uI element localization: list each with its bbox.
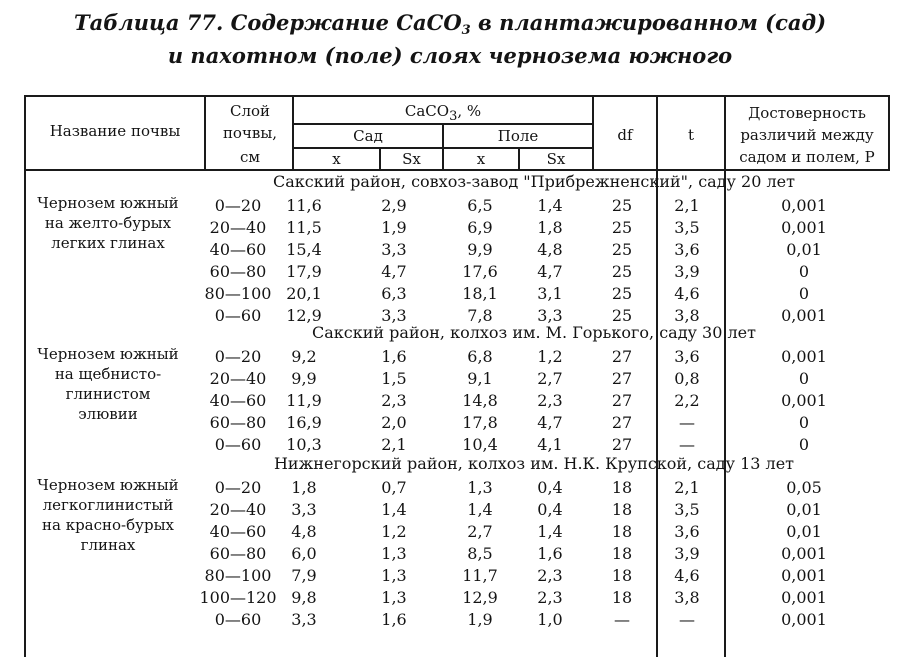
table-cell: 7,8 (467, 306, 493, 325)
table-cell: 0 (798, 284, 810, 303)
table-cell: 1,4 (467, 500, 493, 519)
table-cell: 27 (611, 391, 633, 410)
table-cell: 27 (611, 369, 633, 388)
table-cell: 0,001 (781, 218, 827, 237)
table-cell: 3,5 (674, 500, 700, 519)
table-cell: 4,1 (537, 435, 563, 454)
table-right-border (888, 95, 890, 171)
table-row (24, 195, 890, 217)
table-row (24, 499, 890, 521)
table-cell: 3,5 (674, 218, 700, 237)
table-row (24, 412, 890, 434)
table-cell: 3,3 (381, 306, 407, 325)
table-cell: 1,3 (467, 478, 493, 497)
table-cell: 11,7 (462, 566, 498, 585)
table-cell: 18 (611, 478, 633, 497)
table-cell: 9,9 (467, 240, 493, 259)
caco3-header-rule (294, 123, 594, 125)
table-cell: 40—60 (209, 391, 267, 410)
table-cell: 3,6 (674, 347, 700, 366)
table-cell: 4,7 (381, 262, 407, 281)
table-row (24, 609, 890, 631)
table-cell: 0,01 (786, 522, 822, 541)
table-cell: 0—60 (214, 435, 262, 454)
header-df: df (617, 126, 633, 144)
table-cell: 25 (611, 262, 633, 281)
table-cell: 11,6 (286, 196, 322, 215)
header-garden-sx: Sx (402, 150, 421, 168)
table-cell: 2,9 (381, 196, 407, 215)
table-cell: 18 (611, 500, 633, 519)
soil-column-rule (204, 95, 206, 171)
table-row (24, 368, 890, 390)
table-row (24, 346, 890, 368)
table-cell: 80—100 (204, 566, 272, 585)
table-cell: 0,7 (381, 478, 407, 497)
soil-name-line: на щебнисто- (54, 365, 162, 383)
table-row (24, 477, 890, 499)
table-cell: 9,9 (291, 369, 317, 388)
table-cell: 4,7 (537, 413, 563, 432)
table-cell: 3,8 (674, 306, 700, 325)
table-cell: 3,3 (381, 240, 407, 259)
table-cell: 6,9 (467, 218, 493, 237)
header-field: Поле (497, 127, 539, 145)
table-cell: 17,9 (286, 262, 322, 281)
table-cell: 25 (611, 196, 633, 215)
table-cell: 10,3 (286, 435, 322, 454)
table-cell: 2,3 (381, 391, 407, 410)
table-cell: 20—40 (209, 369, 267, 388)
table-cell: 2,7 (467, 522, 493, 541)
table-cell: 4,6 (674, 566, 700, 585)
table-cell: 0,001 (781, 306, 827, 325)
table-cell: 18 (611, 588, 633, 607)
table-cell: 2,3 (537, 566, 563, 585)
table-cell: 2,1 (381, 435, 407, 454)
table-cell: 60—80 (209, 262, 267, 281)
header-layer-2: почвы, (222, 124, 278, 142)
table-cell: 3,1 (537, 284, 563, 303)
table-cell: 7,9 (291, 566, 317, 585)
table-cell: 10,4 (462, 435, 498, 454)
table-cell: 1,6 (381, 610, 407, 629)
caco3-table (24, 95, 890, 657)
table-row (24, 521, 890, 543)
table-cell: 25 (611, 240, 633, 259)
header-reliability-1: Достоверность (748, 104, 866, 122)
section-title: Сакский район, совхоз-завод "Прибрежненский", саду 20 лет (273, 172, 795, 191)
table-cell: 2,7 (537, 369, 563, 388)
table-cell: 6,5 (467, 196, 493, 215)
table-cell: 2,0 (381, 413, 407, 432)
table-cell: 25 (611, 284, 633, 303)
table-cell: 0—20 (214, 347, 262, 366)
header-reliability-2: различий между (740, 126, 874, 144)
table-cell: 1,6 (381, 347, 407, 366)
table-row (24, 217, 890, 239)
table-cell: 0 (798, 413, 810, 432)
table-row (24, 434, 890, 456)
table-cell: 1,0 (537, 610, 563, 629)
header-t: t (687, 126, 695, 144)
table-cell: 1,5 (381, 369, 407, 388)
table-cell: 0,05 (786, 478, 822, 497)
table-cell: 15,4 (286, 240, 322, 259)
table-cell: 4,8 (291, 522, 317, 541)
table-title-line-1: Таблица 77. Содержание CaCO$_3$ в плантажированном (сад) (73, 10, 827, 38)
soil-name-line: элювии (78, 405, 138, 423)
table-cell: 27 (611, 413, 633, 432)
table-cell: 3,8 (674, 588, 700, 607)
table-cell: 1,6 (537, 544, 563, 563)
table-cell: 0,4 (537, 500, 563, 519)
table-cell: 60—80 (209, 544, 267, 563)
table-cell: 0—60 (214, 306, 262, 325)
table-top-border (24, 95, 890, 97)
table-cell: 27 (611, 347, 633, 366)
table-row (24, 261, 890, 283)
table-title-line-2: и пахотном (поле) слоях чернозема южного (167, 43, 733, 68)
table-cell: 2,1 (674, 478, 700, 497)
table-cell: 17,8 (462, 413, 498, 432)
table-cell: 0—60 (214, 610, 262, 629)
table-cell: 0,8 (674, 369, 700, 388)
section-title: Сакский район, колхоз им. М. Горького, саду 30 лет (312, 323, 756, 342)
table-cell: — (679, 435, 695, 454)
table-cell: 0,001 (781, 391, 827, 410)
table-cell: 2,1 (674, 196, 700, 215)
table-cell: 9,8 (291, 588, 317, 607)
header-layer-3: см (239, 148, 261, 166)
table-cell: 0,001 (781, 610, 827, 629)
table-cell: 11,9 (286, 391, 322, 410)
table-cell: 1,8 (291, 478, 317, 497)
table-cell: 20—40 (209, 500, 267, 519)
table-cell: 1,2 (381, 522, 407, 541)
table-cell: 1,4 (537, 522, 563, 541)
soil-name-line: Чернозем южный (37, 345, 179, 363)
table-row (24, 543, 890, 565)
table-cell: 27 (611, 435, 633, 454)
header-layer-1: Слой (229, 102, 271, 120)
table-cell: — (614, 610, 630, 629)
soil-name-line: легкоглинистый (42, 496, 174, 514)
table-cell: 0,001 (781, 544, 827, 563)
table-cell: 1,2 (537, 347, 563, 366)
table-cell: 11,5 (286, 218, 322, 237)
table-cell: 12,9 (286, 306, 322, 325)
soil-name-line: легких глинах (51, 234, 165, 252)
table-cell: 6,8 (467, 347, 493, 366)
table-cell: 0,4 (537, 478, 563, 497)
table-cell: 25 (611, 218, 633, 237)
table-cell: 2,2 (674, 391, 700, 410)
table-cell: 20—40 (209, 218, 267, 237)
table-cell: 1,3 (381, 544, 407, 563)
table-cell: 4,8 (537, 240, 563, 259)
table-cell: 3,3 (537, 306, 563, 325)
table-cell: 0—20 (214, 196, 262, 215)
table-cell: 20,1 (286, 284, 322, 303)
header-field-sx: Sx (546, 150, 566, 168)
table-cell: 2,3 (537, 391, 563, 410)
table-cell: 0,01 (786, 500, 822, 519)
header-bottom-rule (24, 169, 890, 171)
table-cell: 0,001 (781, 196, 827, 215)
table-cell: 0,001 (781, 347, 827, 366)
table-cell: 3,9 (674, 262, 700, 281)
table-row (24, 587, 890, 609)
table-cell: 4,7 (537, 262, 563, 281)
table-cell: — (679, 610, 695, 629)
table-row (24, 565, 890, 587)
table-cell: 100—120 (199, 588, 277, 607)
header-garden: Сад (353, 127, 383, 145)
header-soil-name: Название почвы (49, 122, 181, 140)
table-cell: 6,0 (291, 544, 317, 563)
table-cell: 3,6 (674, 522, 700, 541)
soil-name-line: на желто-бурых (44, 214, 172, 232)
table-cell: 80—100 (204, 284, 272, 303)
table-cell: 2,3 (537, 588, 563, 607)
table-cell: — (679, 413, 695, 432)
table-cell: 25 (611, 306, 633, 325)
table-cell: 0—20 (214, 478, 262, 497)
header-garden-x: x (332, 150, 341, 168)
table-cell: 1,8 (537, 218, 563, 237)
section-title: Нижнегорский район, колхоз им. Н.К. Крупской, саду 13 лет (273, 454, 795, 473)
soil-name-line: на красно-бурых (42, 516, 174, 534)
table-cell: 3,9 (674, 544, 700, 563)
table-cell: 1,3 (381, 588, 407, 607)
table-cell: 3,6 (674, 240, 700, 259)
table-cell: 9,1 (467, 369, 493, 388)
table-cell: 1,4 (381, 500, 407, 519)
soil-name-line: глинистом (65, 385, 151, 403)
table-cell: 1,4 (537, 196, 563, 215)
table-cell: 1,9 (381, 218, 407, 237)
table-cell: 40—60 (209, 522, 267, 541)
table-cell: 18 (611, 566, 633, 585)
table-cell: 3,3 (291, 500, 317, 519)
table-cell: 1,3 (381, 566, 407, 585)
header-reliability-3: садом и полем, P (739, 148, 875, 166)
table-row (24, 390, 890, 412)
soil-name-line: Чернозем южный (37, 476, 179, 494)
table-row (24, 239, 890, 261)
soil-name-line: Чернозем южный (37, 194, 179, 212)
table-cell: 60—80 (209, 413, 267, 432)
table-cell: 12,9 (462, 588, 498, 607)
table-cell: 1,9 (467, 610, 493, 629)
table-cell: 0 (798, 262, 810, 281)
table-cell: 0,001 (781, 588, 827, 607)
table-cell: 8,5 (467, 544, 493, 563)
table-cell: 6,3 (381, 284, 407, 303)
table-cell: 18 (611, 522, 633, 541)
table-cell: 0 (798, 369, 810, 388)
header-caco3: CaCO$_3$, % (404, 102, 482, 124)
table-cell: 14,8 (462, 391, 498, 410)
table-cell: 0,01 (786, 240, 822, 259)
table-cell: 0 (798, 435, 810, 454)
table-cell: 16,9 (286, 413, 322, 432)
table-cell: 3,3 (291, 610, 317, 629)
table-cell: 40—60 (209, 240, 267, 259)
header-field-x: x (476, 150, 486, 168)
table-cell: 17,6 (462, 262, 498, 281)
table-cell: 18 (611, 544, 633, 563)
table-cell: 0,001 (781, 566, 827, 585)
table-row (24, 283, 890, 305)
table-cell: 4,6 (674, 284, 700, 303)
soil-name-line: глинах (80, 536, 136, 554)
table-cell: 9,2 (291, 347, 317, 366)
table-cell: 18,1 (462, 284, 498, 303)
